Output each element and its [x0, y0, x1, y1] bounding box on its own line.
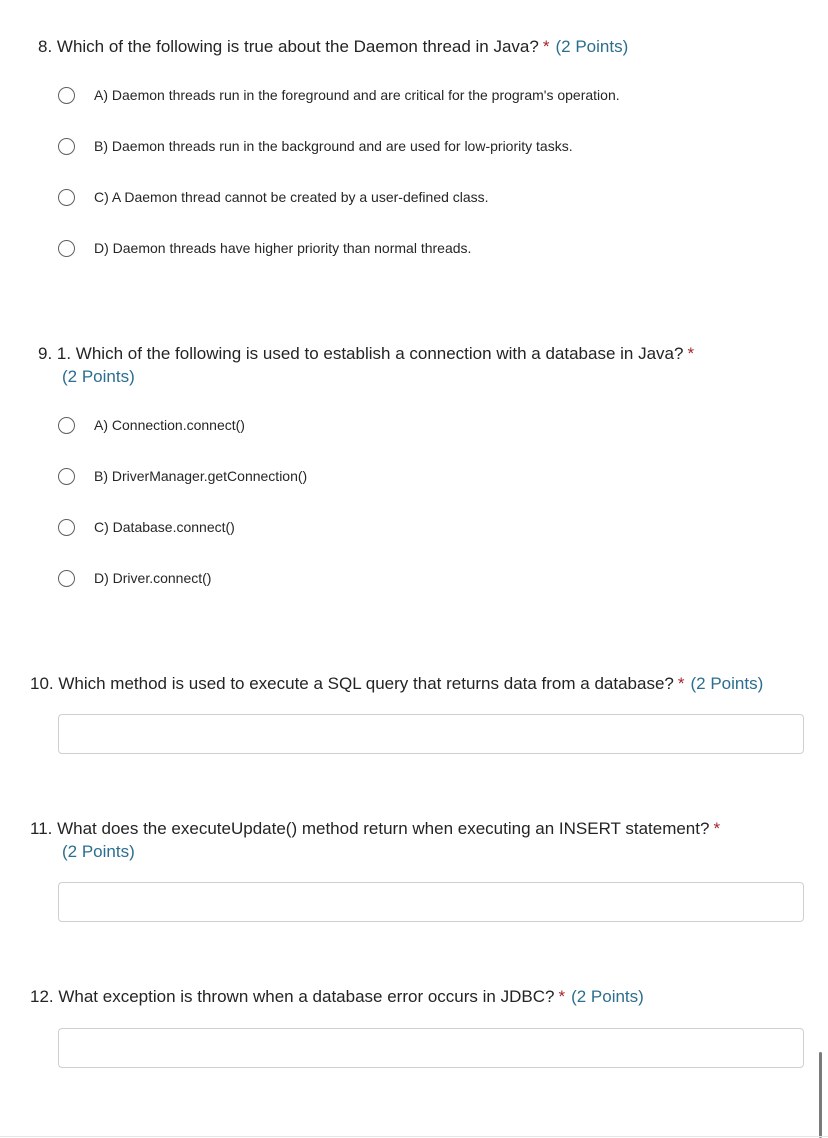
radio-button[interactable]	[58, 87, 75, 104]
scrollbar-thumb[interactable]	[819, 1052, 822, 1138]
option-d[interactable]	[58, 566, 211, 590]
question-title	[38, 35, 788, 58]
option-a[interactable]	[58, 83, 620, 107]
option-d[interactable]	[58, 236, 471, 260]
option-b[interactable]	[58, 464, 307, 488]
option-label: D) Driver.connect()	[94, 570, 212, 586]
required-mark: *	[558, 987, 566, 1006]
answer-input[interactable]	[58, 882, 804, 922]
radio-button[interactable]	[58, 138, 75, 155]
points-label: (2 Points)	[571, 987, 644, 1006]
radio-button[interactable]	[58, 417, 75, 434]
option-b[interactable]	[58, 134, 573, 158]
question-title	[30, 817, 788, 863]
points-label: (2 Points)	[62, 842, 135, 861]
required-mark: *	[677, 674, 685, 693]
question-title	[30, 985, 788, 1008]
radio-button[interactable]	[58, 570, 75, 587]
option-label: C) Database.connect()	[94, 519, 235, 535]
option-label: A) Daemon threads run in the foreground and are critical for the program's operation.	[94, 87, 620, 103]
radio-button[interactable]	[58, 468, 75, 485]
option-c[interactable]	[58, 185, 489, 209]
points-label: (2 Points)	[690, 674, 764, 693]
question-text: 10. Which method is used to execute a SQL query that returns data from a database?	[30, 674, 674, 693]
option-label: C) A Daemon thread cannot be created by a user-defined class.	[94, 189, 489, 205]
required-mark: *	[713, 819, 721, 838]
option-label: B) Daemon threads run in the background and are used for low-priority tasks.	[94, 138, 573, 154]
points-label: (2 Points)	[62, 367, 135, 386]
answer-input[interactable]	[58, 1028, 804, 1068]
question-text: 9. 1. Which of the following is used to establish a connection with a database in Java?	[38, 344, 684, 363]
option-label: D) Daemon threads have higher priority than normal threads.	[94, 240, 472, 256]
question-title	[38, 342, 788, 388]
question-text: 8. Which of the following is true about the Daemon thread in Java?	[38, 37, 539, 56]
option-label: A) Connection.connect()	[94, 417, 245, 433]
option-a[interactable]	[58, 413, 245, 437]
option-c[interactable]	[58, 515, 235, 539]
radio-button[interactable]	[58, 519, 75, 536]
answer-input[interactable]	[58, 714, 804, 754]
radio-button[interactable]	[58, 189, 75, 206]
radio-button[interactable]	[58, 240, 75, 257]
option-label: B) DriverManager.getConnection()	[94, 468, 308, 484]
divider	[0, 1136, 828, 1137]
question-title	[30, 672, 788, 695]
question-text: 11. What does the executeUpdate() method return when executing an INSERT statement?	[30, 819, 710, 838]
points-label: (2 Points)	[555, 37, 629, 56]
required-mark: *	[542, 37, 550, 56]
required-mark: *	[687, 344, 695, 363]
question-text: 12. What exception is thrown when a database error occurs in JDBC?	[30, 987, 555, 1006]
